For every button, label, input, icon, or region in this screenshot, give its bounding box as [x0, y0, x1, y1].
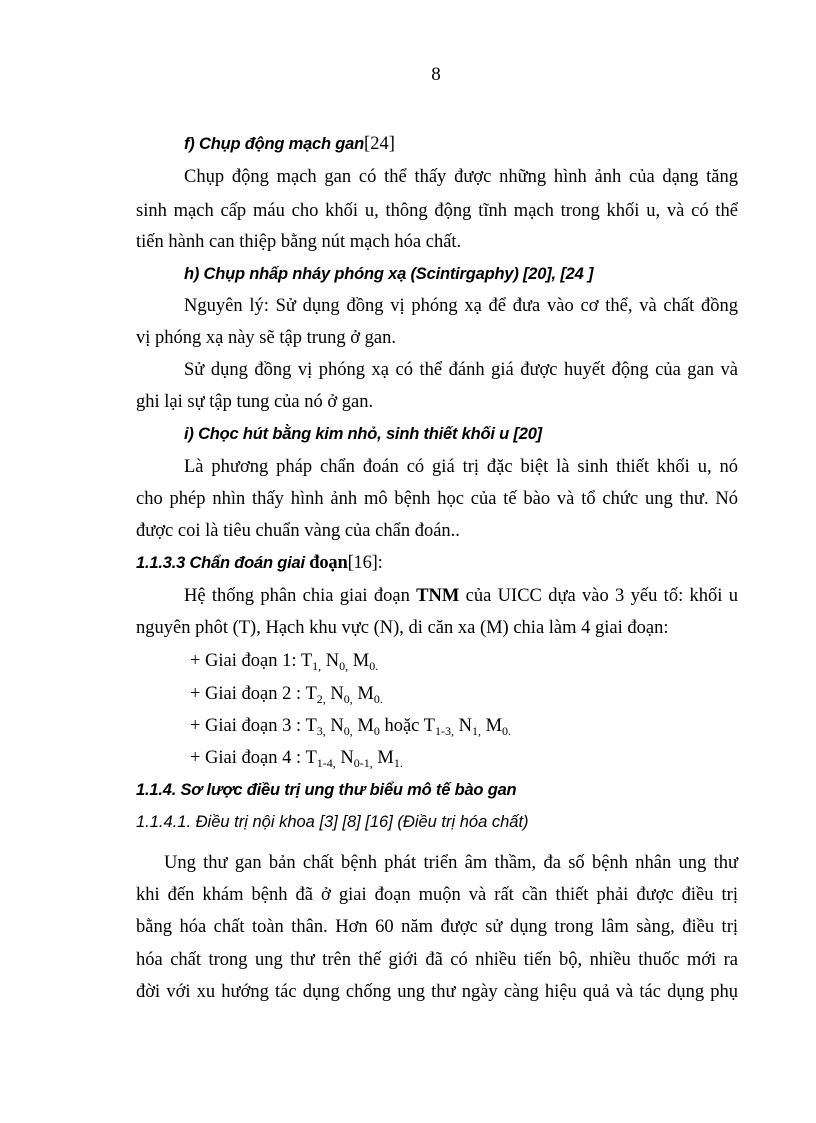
paragraph-line: tiến hành can thiệp bằng nút mạch hóa chất.	[136, 232, 462, 252]
stage-t: T	[305, 748, 317, 768]
paragraph-line: đời với xu hướng tác dụng chống ung thư ngày càng hiệu quả và tác dụng phụ	[136, 982, 738, 1002]
section-h-heading	[184, 262, 738, 286]
paragraph-line	[184, 584, 738, 608]
stage-n-sub: 0,	[339, 659, 349, 673]
stage-t-sub: 3,	[316, 724, 326, 738]
stage-n: N	[325, 716, 344, 736]
stage-item	[190, 682, 383, 706]
stage-item	[190, 649, 378, 673]
text-run: của UICC dựa vào 3 yếu tố: khối u	[459, 586, 739, 606]
stage-m: M	[372, 748, 394, 768]
paragraph-line: hóa chất trong ung thư trên thế giới đã có nhiều tiến bộ, nhiều thuốc mới ra	[136, 950, 738, 970]
paragraph-line: nguyên phôt (T), Hạch khu vực (N), di căn xa (M) chia làm 4 giai đoạn:	[136, 618, 669, 638]
stage-item	[190, 714, 511, 738]
paragraph-line: Nguyên lý: Sử dụng đồng vị phóng xạ để đưa vào cơ thể, và chất đồng	[184, 296, 738, 316]
stage-m-sub: 0.	[373, 692, 383, 706]
stage-m: M	[352, 716, 374, 736]
stage-alt-m-sub: 0.	[502, 724, 512, 738]
section-i-title: i) Chọc hút bằng kim nhỏ, sinh thiết khối u [20]	[184, 425, 542, 443]
stage-alt-m: M	[480, 716, 503, 736]
paragraph-line: Ung thư gan bản chất bệnh phát triển âm thầm, đa số bệnh nhân ung thư	[164, 853, 738, 873]
paragraph-line: bằng hóa chất toàn thân. Hơn 60 năm được sử dụng trong lâm sàng, điều trị	[136, 917, 738, 937]
stage-t: T	[300, 651, 313, 671]
stage-label: + Giai đoạn 1:	[190, 651, 301, 671]
stage-alt-n-sub: 1,	[471, 724, 481, 738]
paragraph-line: vị phóng xạ này sẽ tập trung ở gan.	[136, 328, 396, 348]
stage-m: M	[352, 684, 374, 704]
stage-alt-sub: 1-3,	[434, 724, 454, 738]
section-1133-title: 1.1.3.3 Chẩn đoán giai	[136, 554, 310, 572]
section-1141-title: 1.1.4.1. Điều trị nội khoa [3] [8] [16] (Điều trị hóa chất)	[136, 813, 529, 831]
paragraph-line: khi đến khám bệnh đã ở giai đoạn muộn và rất cần thiết phải được điều trị	[136, 885, 738, 905]
section-f-ref: [24]	[364, 134, 395, 154]
section-114-heading	[136, 778, 738, 802]
stage-label: + Giai đoạn 2 :	[190, 684, 306, 704]
paragraph-line: Chụp động mạch gan có thể thấy được những hình ảnh của dạng tăng	[184, 167, 738, 187]
paragraph-line: sinh mạch cấp máu cho khối u, thông động tĩnh mạch trong khối u, và có thể	[136, 201, 738, 221]
section-f-heading	[184, 132, 738, 156]
stage-n-sub: 0,	[343, 724, 353, 738]
stage-n: N	[325, 684, 344, 704]
stage-m-sub: 0.	[369, 659, 379, 673]
tnm-label: TNM	[416, 586, 460, 606]
section-1133-ref: [16]:	[347, 553, 383, 573]
stage-item	[190, 746, 403, 770]
paragraph-line: Là phương pháp chẩn đoán có giá trị đặc biệt là sinh thiết khối u, nó	[184, 457, 738, 477]
stage-t-sub: 2,	[316, 692, 326, 706]
section-114-title: 1.1.4. Sơ lược điều trị ung thư biểu mô tế bào gan	[136, 781, 517, 799]
stage-n-sub: 0-1,	[353, 756, 373, 770]
stage-m-sub: 1.	[393, 756, 403, 770]
section-1133-heading	[136, 551, 738, 575]
stage-n: N	[321, 651, 340, 671]
stage-m: M	[348, 651, 370, 671]
stage-n-sub: 0,	[343, 692, 353, 706]
stage-alt-n: N	[453, 716, 472, 736]
stage-n: N	[335, 748, 354, 768]
text-run: Hệ thống phân chia giai đoạn	[184, 586, 417, 606]
stage-alt: hoặc T	[379, 716, 435, 736]
paragraph-line: được coi là tiêu chuẩn vàng của chẩn đoán..	[136, 521, 460, 541]
stage-t-sub: 1,	[312, 659, 322, 673]
stage-t: T	[305, 684, 317, 704]
page-number: 8	[431, 64, 441, 85]
stage-t-sub: 1-4,	[316, 756, 336, 770]
section-i-heading	[184, 422, 738, 446]
paragraph-line: ghi lại sự tập tung của nó ở gan.	[136, 392, 374, 412]
section-f-title: f) Chụp động mạch gan	[184, 135, 365, 153]
stage-label: + Giai đoạn 4 :	[190, 748, 306, 768]
stage-label: + Giai đoạn 3 :	[190, 716, 306, 736]
stage-m-sub: 0	[373, 724, 380, 738]
paragraph-line: Sử dụng đồng vị phóng xạ có thể đánh giá được huyết động của gan và	[184, 360, 738, 380]
section-1133-title-bold: đoạn	[309, 553, 348, 573]
section-h-title: h) Chụp nhấp nháy phóng xạ (Scintirgaphy) [20], [24 ]	[184, 265, 594, 283]
paragraph-line: cho phép nhìn thấy hình ảnh mô bệnh học của tế bào và tổ chức ung thư. Nó	[136, 489, 738, 509]
stage-t: T	[305, 716, 317, 736]
